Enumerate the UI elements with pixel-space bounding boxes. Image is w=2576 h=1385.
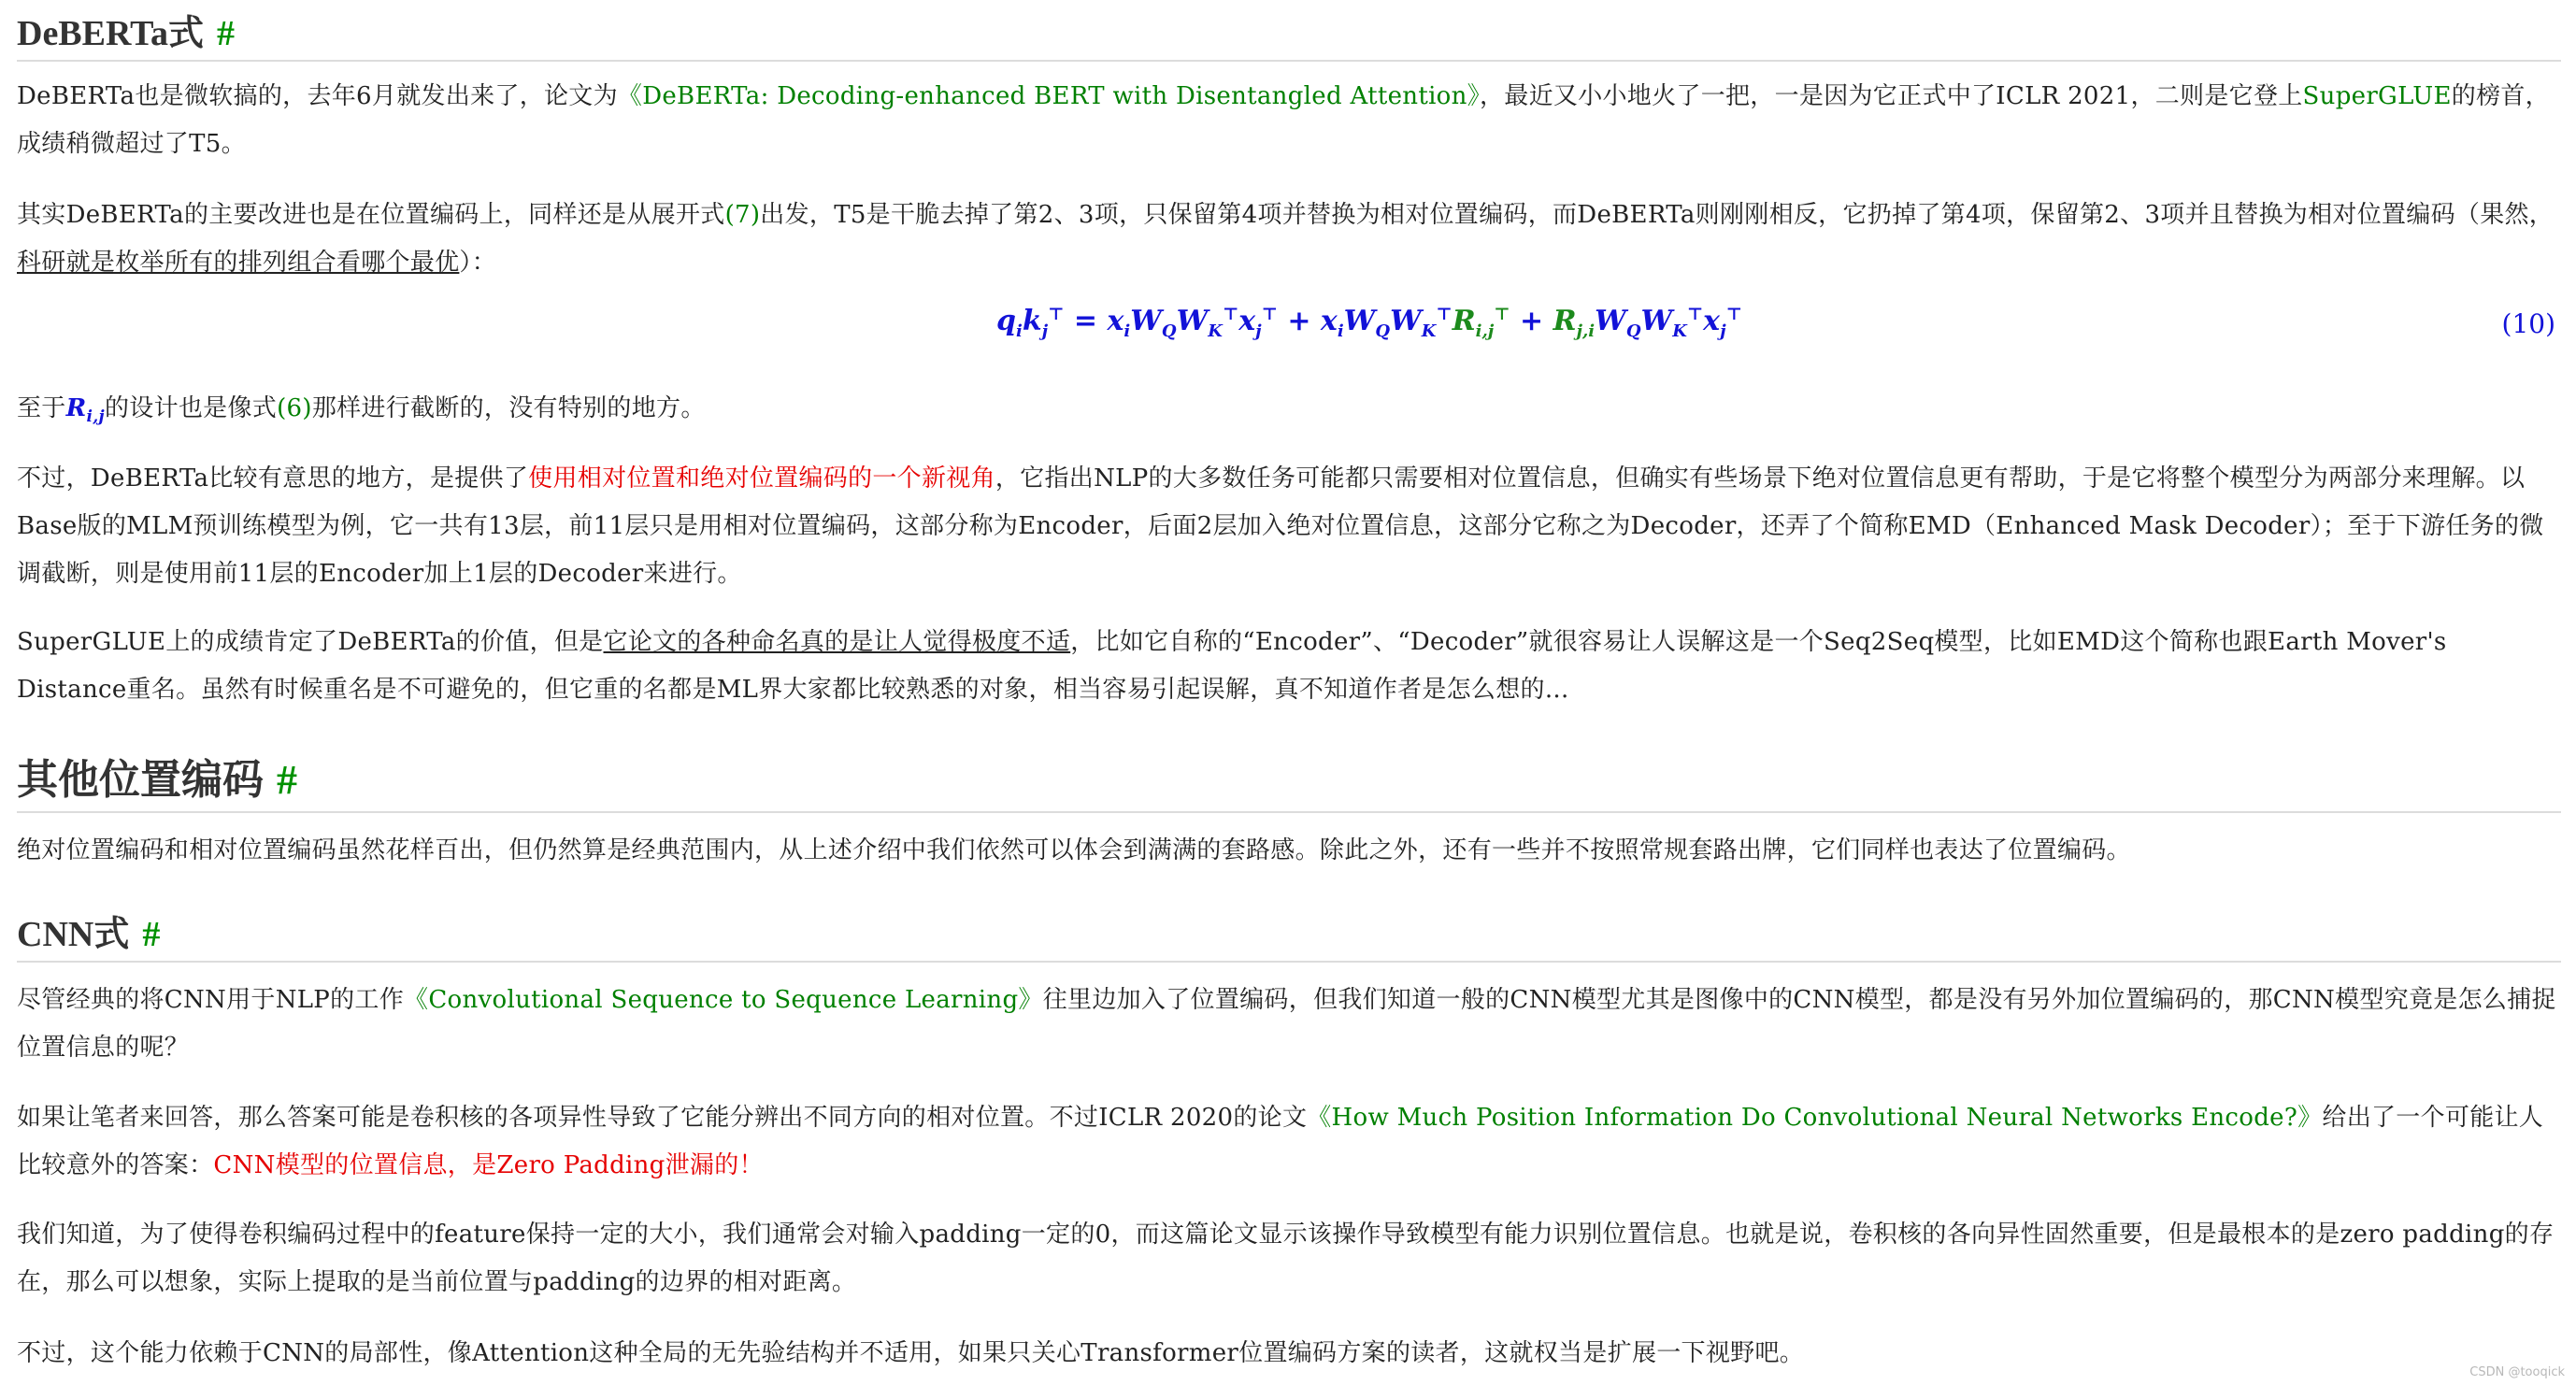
equation-10 <box>17 301 2561 357</box>
equation-ref-6[interactable]: (6) <box>277 394 312 422</box>
paragraph-relative-position-truncation <box>17 385 2561 441</box>
text: ）： <box>459 249 497 277</box>
text: 往里边加入了位置编码，但我们知道一般的CNN模型尤其是图像中的CNN模型，都是没有另外加位置编码的，那CNN模型究竟是怎么捕捉位置信息的呢？ <box>17 986 2556 1062</box>
r-ij-symbol: $R_{i,j}$ <box>65 394 105 427</box>
text: ，它指出NLP的大多数任务可能都只需要相对位置信息，但确实有些场景下绝对位置信息更有帮助，于是它将整个模型分为两部分来理解。以Base版的MLM预训练模型为例，它一共有13层，前11层只是用相对位置编码，这部分称为Encoder，后面2层加入绝对位置信息，这部分它称之为Decoder，还弄了个简称EMD（Enhanced Mask Decoder）；至于下游任务的微调截断，则是使用前11层的Encoder加上1层的Decoder来进行。 <box>17 464 2544 588</box>
text: ，比如它自称的“Encoder”、“Decoder”就很容易让人误解这是一个Seq2Seq模型，比如EMD这个简称也跟Earth Mover's Distance重名。虽然有时候重名是不可避免的，但它重的名都是ML界大家都比较熟悉的对象，相当容易引起误解，真不知道作者是怎么想的... <box>17 628 2447 704</box>
equation-ref-7[interactable]: (7) <box>724 201 761 229</box>
section-anchor-link[interactable]: # <box>277 757 297 803</box>
section-title: 其他位置编码 <box>17 757 264 803</box>
text: 如果让笔者来回答，那么答案可能是卷积核的各项异性导致了它能分辨出不同方向的相对位置。不过ICLR 2020的论文 <box>17 1104 1308 1132</box>
text: SuperGLUE上的成绩肯定了DeBERTa的价值，但是 <box>17 628 604 656</box>
paragraph-deberta-perspective <box>17 455 2561 598</box>
section-title: DeBERTa式 <box>17 14 204 53</box>
equation-number: (10) <box>2501 308 2555 339</box>
text: 至于 <box>17 394 66 422</box>
text: 出发，T5是干脆去掉了第2、3项，只保留第4项并替换为相对位置编码，而DeBERTa则刚刚相反，它扔掉了第4项，保留第2、3项并且替换为相对位置编码（果然， <box>760 201 2555 229</box>
text: 我们知道，为了使得卷积编码过程中的feature保持一定的大小，我们通常会对输入padding一定的0，而这篇论文显示该操作导致模型有能力识别位置信息。也就是说，卷积核的各向异性固然重要，但是最根本的是zero padding的存在，那么可以想象，实际上提取的是当前位置与padding的边界的相对距离。 <box>17 1221 2555 1296</box>
text: DeBERTa也是微软搞的，去年6月就发出来了，论文为 <box>17 82 618 110</box>
text: 的榜首，成绩稍微超过了T5。 <box>17 82 2550 158</box>
text: 不过，DeBERTa比较有意思的地方，是提供了 <box>17 464 529 493</box>
paragraph-other-encodings-intro <box>17 827 2561 875</box>
section-anchor-link[interactable]: # <box>216 14 235 53</box>
highlight-red: CNN模型的位置信息，是Zero Padding泄漏的！ <box>213 1151 764 1179</box>
paragraph-cnn-question <box>17 977 2561 1072</box>
text: 给出了一个可能让人比较意外的答案： <box>17 1104 2544 1179</box>
section-heading-other-encodings <box>17 746 2561 813</box>
highlight-red: 使用相对位置和绝对位置编码的一个新视角 <box>528 464 995 493</box>
csdn-watermark: CSDN @tooqick <box>2469 1365 2565 1379</box>
paragraph-deberta-intro <box>17 73 2561 168</box>
superglue-link[interactable]: SuperGLUE <box>2302 82 2452 110</box>
section-heading-deberta <box>17 4 2561 62</box>
paragraph-cnn-locality <box>17 1330 2561 1378</box>
section-anchor-link[interactable]: # <box>142 915 161 954</box>
paragraph-deberta-improvement <box>17 192 2561 287</box>
text: 那样进行截断的，没有特别的地方。 <box>311 394 706 422</box>
text: 不过，这个能力依赖于CNN的局部性，像Attention这种全局的无先验结构并不适用，如果只关心Transformer位置编码方案的读者，这就权当是扩展一下视野吧。 <box>17 1339 1805 1367</box>
text: 的设计也是像式 <box>104 394 278 422</box>
underlined-remark: 科研就是枚举所有的排列组合看哪个最优 <box>17 249 460 277</box>
paragraph-cnn-answer <box>17 1094 2561 1190</box>
paper-link-position-info-cnn[interactable]: 《How Much Position Information Do Convolutional Neural Networks Encode?》 <box>1307 1104 2323 1132</box>
paragraph-deberta-naming <box>17 619 2561 714</box>
text: 其实DeBERTa的主要改进也是在位置编码上，同样还是从展开式 <box>17 201 725 229</box>
underlined-remark: 它论文的各种命名真的是让人觉得极度不适 <box>603 628 1071 656</box>
text: ，最近又小小地火了一把，一是因为它正式中了ICLR 2021，二则是它登上 <box>1480 82 2303 110</box>
paragraph-zero-padding <box>17 1211 2561 1306</box>
deberta-attention-formula: $q_ik_j^⊤ = x_iW_QW_K^⊤x_j^⊤ + x_iW_QW_K^⊤R_{i,j}^⊤ + R_{j,i}W_QW_K^⊤x_j^⊤$ <box>996 305 1742 341</box>
section-title: CNN式 <box>17 915 130 954</box>
text: 绝对位置编码和相对位置编码虽然花样百出，但仍然算是经典范围内，从上述介绍中我们依然可以体会到满满的套路感。除此之外，还有一些并不按照常规套路出牌，它们同样也表达了位置编码。 <box>17 836 2131 864</box>
paper-link-convs2s[interactable]: 《Convolutional Sequence to Sequence Learning》 <box>404 986 1043 1014</box>
paper-link-deberta[interactable]: 《DeBERTa: Decoding-enhanced BERT with Disentangled Attention》 <box>617 82 1480 110</box>
text: 尽管经典的将CNN用于NLP的工作 <box>17 986 405 1014</box>
section-heading-cnn <box>17 905 2561 963</box>
